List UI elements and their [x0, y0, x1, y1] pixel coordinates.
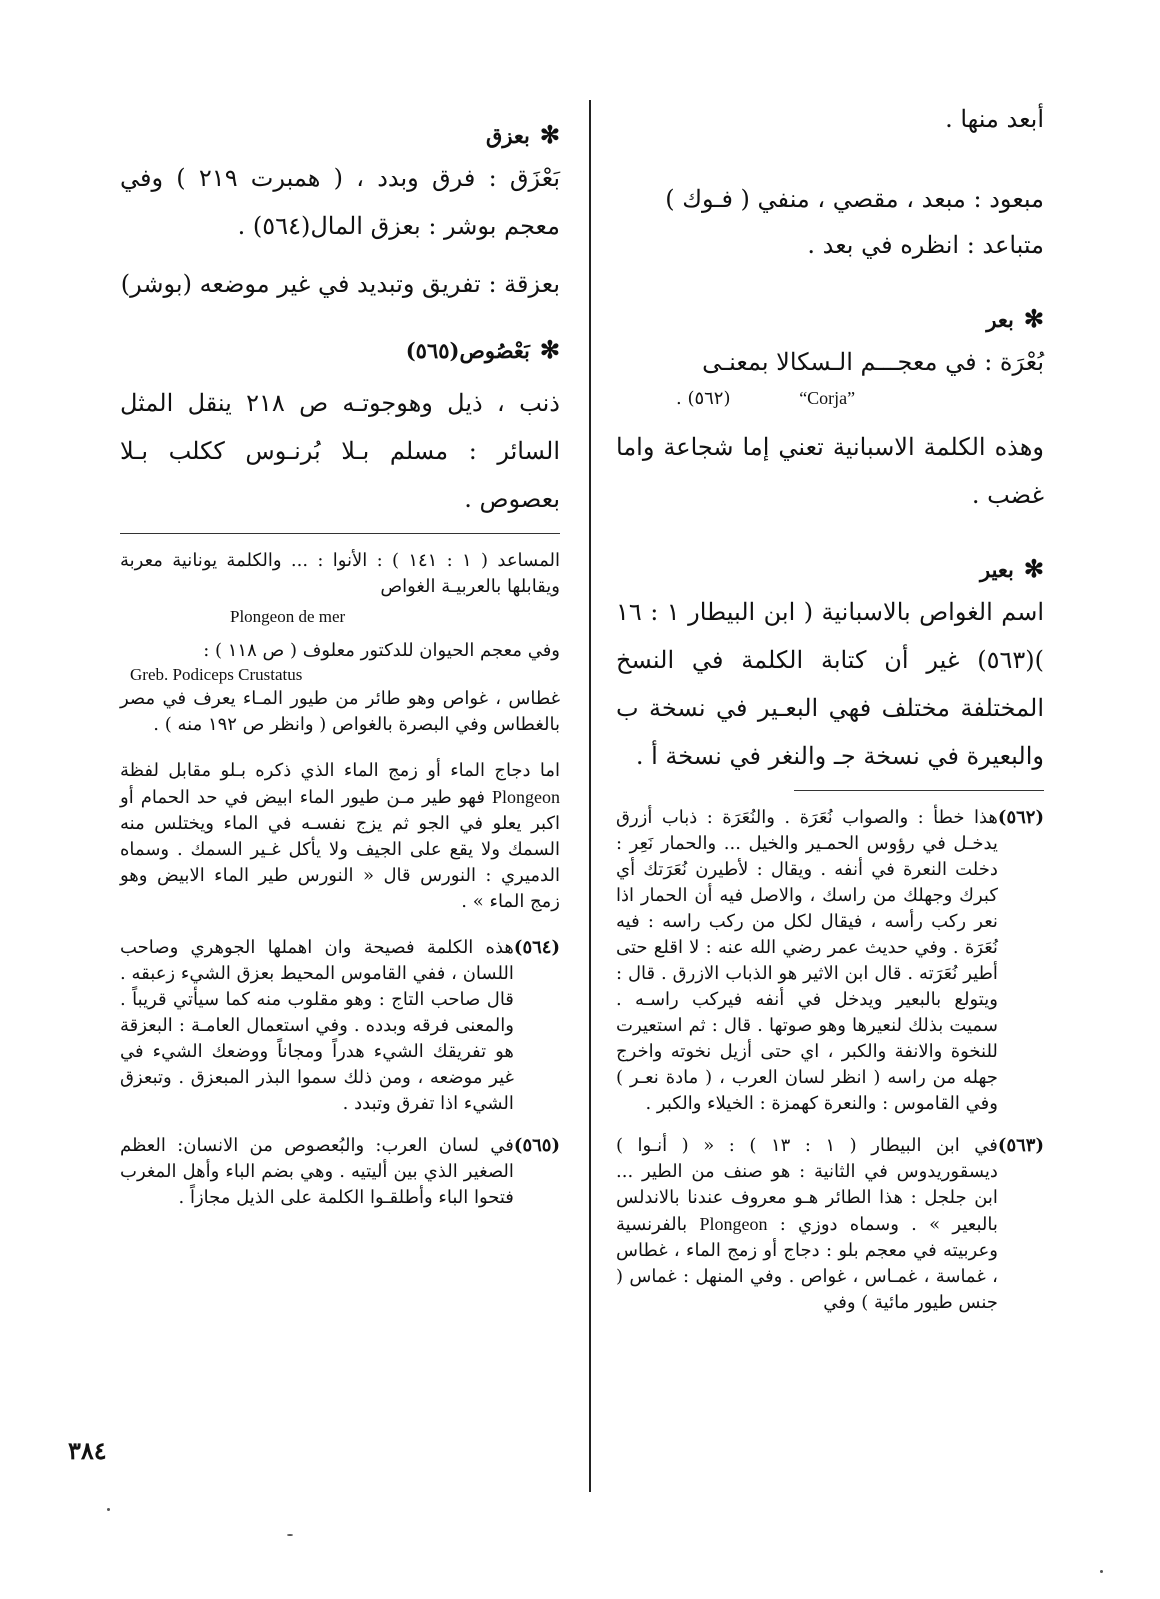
footnote-divider: [794, 790, 1044, 791]
baazaq-definition: بَعْزَق : فرق وبدد ، ( همبرت ٢١٩ ) وفي معجم بوشر : بعزق المال(٥٦٤) .: [120, 164, 561, 240]
scan-speck: [287, 1534, 293, 1536]
entry-heading-baeer: [616, 551, 1044, 588]
footnote-text: المساعد ( ١ : ١٤١ ) : الأنوا : ... والكلمة يونانية معربة ويقابلها بالعربيـة الغواص: [120, 550, 560, 597]
footnote-number: (٥٦٥): [513, 1135, 560, 1156]
latin-term: Plongeon: [491, 787, 560, 807]
mutabaed-definition: متباعد : انظره في بعد .: [807, 231, 1044, 259]
corja-line: [616, 386, 1044, 411]
entry-heading-text: بَعْصُوص(٥٦٥): [405, 338, 530, 363]
entry-heading-baar: [616, 301, 1044, 338]
page-number: ٣٨٤: [68, 1436, 107, 1465]
entry-heading-text: بعر: [986, 307, 1014, 332]
baeer-definition: اسم الغواص بالاسبانية ( ابن البيطار ١ : ١٦ )(٥٦٣) غير أن كتابة الكلمة في النسخ المختلفة مختلف فهي البعـير في نسخة ب والبعيرة في نسخة جـ والنغر في نسخة أ .: [616, 598, 1044, 770]
latin-term: Plongeon: [699, 1214, 768, 1234]
footnote-continuation: وفي معجم الحيوان للدكتور معلوف ( ص ١١٨ ) :: [203, 640, 560, 661]
footnote-text-part: وسماه دوزي :: [779, 1214, 899, 1235]
baar-explanation: وهذه الكلمة الاسبانية تعني إما شجاعة واما غضب .: [616, 433, 1044, 509]
footnote-divider: [120, 533, 560, 534]
footnote-continuation: غطاس ، غواص وهو طائر من طيور المـاء يعرف في مصر بالغطاس وفي البصرة بالغواص ( وانظر ص ١٩٢ منه ) .: [120, 688, 560, 735]
footnote-number: (٥٦٢): [997, 807, 1044, 828]
mabood-definition: مبعود : مبعد ، مقصي ، منفي ( فـوك ): [665, 185, 1044, 213]
footnote-text-part: بالفرنسية وعربيته في معجم بلو : دجاج أو زمج الماء ، غطاس ، غماسة ، غمـاس ، غواص . وفي المنهل : غماس ( جنس طيور مائية ) وفي: [616, 1214, 998, 1313]
footnote-body: [616, 1133, 998, 1316]
asterisk-icon: ✻: [539, 120, 560, 149]
entry-heading-text: بعير: [979, 557, 1014, 582]
latin-term: Greb. Podiceps Crustatus: [130, 665, 303, 684]
footnote-number: (٥٦٣): [997, 1135, 1044, 1156]
entry-heading-text: بعزق: [486, 123, 530, 148]
footnote-number: (٥٦٤): [513, 937, 560, 958]
footnote: [616, 805, 1044, 1117]
footnote-text: اما دجاج الماء أو زمج الماء الذي ذكره بـلو مقابل لفظة: [120, 760, 560, 781]
footnote-continuation: [120, 548, 560, 600]
footnote-ref: (٥٦٢) .: [676, 388, 731, 409]
footnote: [120, 935, 560, 1117]
footnote: [120, 1133, 560, 1211]
left-column: [120, 95, 560, 1227]
entry-heading-baasoos: [120, 332, 560, 369]
footnote-continuation: [120, 758, 560, 915]
footnote-text: في ابن البيطار ( ١ : ١٣ ) : « ( أنـوا ) ديسقوريدوس في الثانية : هو صنف من الطير ... ابن جلجل : هذا الطائر هـو معروف عندنا بالاندلس بالبعير » .: [616, 1135, 998, 1235]
entry-heading-baazaq: [120, 117, 560, 154]
asterisk-icon: ✻: [1023, 304, 1044, 333]
asterisk-icon: ✻: [1023, 554, 1044, 583]
intro-line: أبعد منها .: [945, 105, 1044, 133]
latin-term: Plongeon de mer: [230, 607, 346, 626]
footnote-text: هذه الكلمة فصيحة وان اهملها الجوهري وصاحب اللسان ، ففي القاموس المحيط بعزق الشيء زعبقه . قال صاحب التاج : وهو مقلوب منه كما سيأتي قريباً . والمعنى فرقه وبدده . وفي استعمال العامـة : البعزقة هو تفريقك الشيء هدراً ومجاناً ووضعك الشيء في غير موضعه ، ومن ذلك سموا البذر المبعزق . وتبعزق الشيء اذا تفرق وتبدد .: [120, 937, 514, 1114]
right-column: [616, 95, 1044, 1332]
baasoos-definition: ذنب ، ذيل وهوجوتـه ص ٢١٨ ينقل المثل السائر : مسلم بـلا بُرنـوس ككلب بـلا بعصوص .: [120, 389, 560, 513]
baazaqa-definition: بعزقة : تفريق وتبديد في غير موضعه (بوشر): [120, 270, 560, 298]
footnote: [616, 1133, 1044, 1316]
latin-term: “Corja”: [799, 388, 856, 408]
scan-speck: [107, 1508, 110, 1511]
asterisk-icon: ✻: [539, 335, 560, 364]
footnote-text: هذا خطأ : والصواب نُعَرَة . والنُعَرَة : ذباب أزرق يدخـل في رؤوس الحمـير والخيل ... والحمار نَعِر : دخلت النعرة في أنفه . ويقال : لأطيرن نُعَرَتك أي كبرك وجهلك من راسك ، والاصل فيه أن الحمار اذا نعر ركب رأسه ، فيقال لكل من ركب راسه : فيه نُعَرَة . وفي حديث عمر رضي الله عنه : لا اقلع حتى أطير نُعَرَته . قال ابن الاثير هو الذباب الازرق . قال : ويتولع بالبعير ويدخل في أنفه فيركب راسـه . سميت بذلك لنعيرها وهو صوتها . قال : ثم استعيرت للنخوة والانفة والكبر ، اي حتى أزيل نخوته واخرج جهله من راسه ( انظر لسان العرب ، ( مادة نعـر ) وفي القاموس : والنعرة كهمزة : الخيلاء والكبر .: [616, 807, 998, 1114]
footnote-text: في لسان العرب: والبُعصوص من الانسان: العظم الصغير الذي بين أليتيه . وهي بضم الباء وأهل المغرب فتحوا الباء وأطلقـوا الكلمة على الذيل مجازاً .: [120, 1135, 514, 1208]
footnote-text: فهو طير مـن طيور الماء ابيض في حد الحمام أو اكبر يعلو في الجو ثم يزج نفسـه في الماء ويختلس منه السمك ولا يقع على الجيف ولا يأكل غـير السمك . وسماه الدميري : النورس قال « النورس طير الماء الابيض وهو زمج الماء » .: [120, 787, 560, 912]
column-divider: [589, 100, 591, 1492]
scan-speck: [1100, 1570, 1103, 1573]
baar-definition: بُعْرَة : في معجـــم الـسكالا بمعنـى: [702, 348, 1044, 376]
